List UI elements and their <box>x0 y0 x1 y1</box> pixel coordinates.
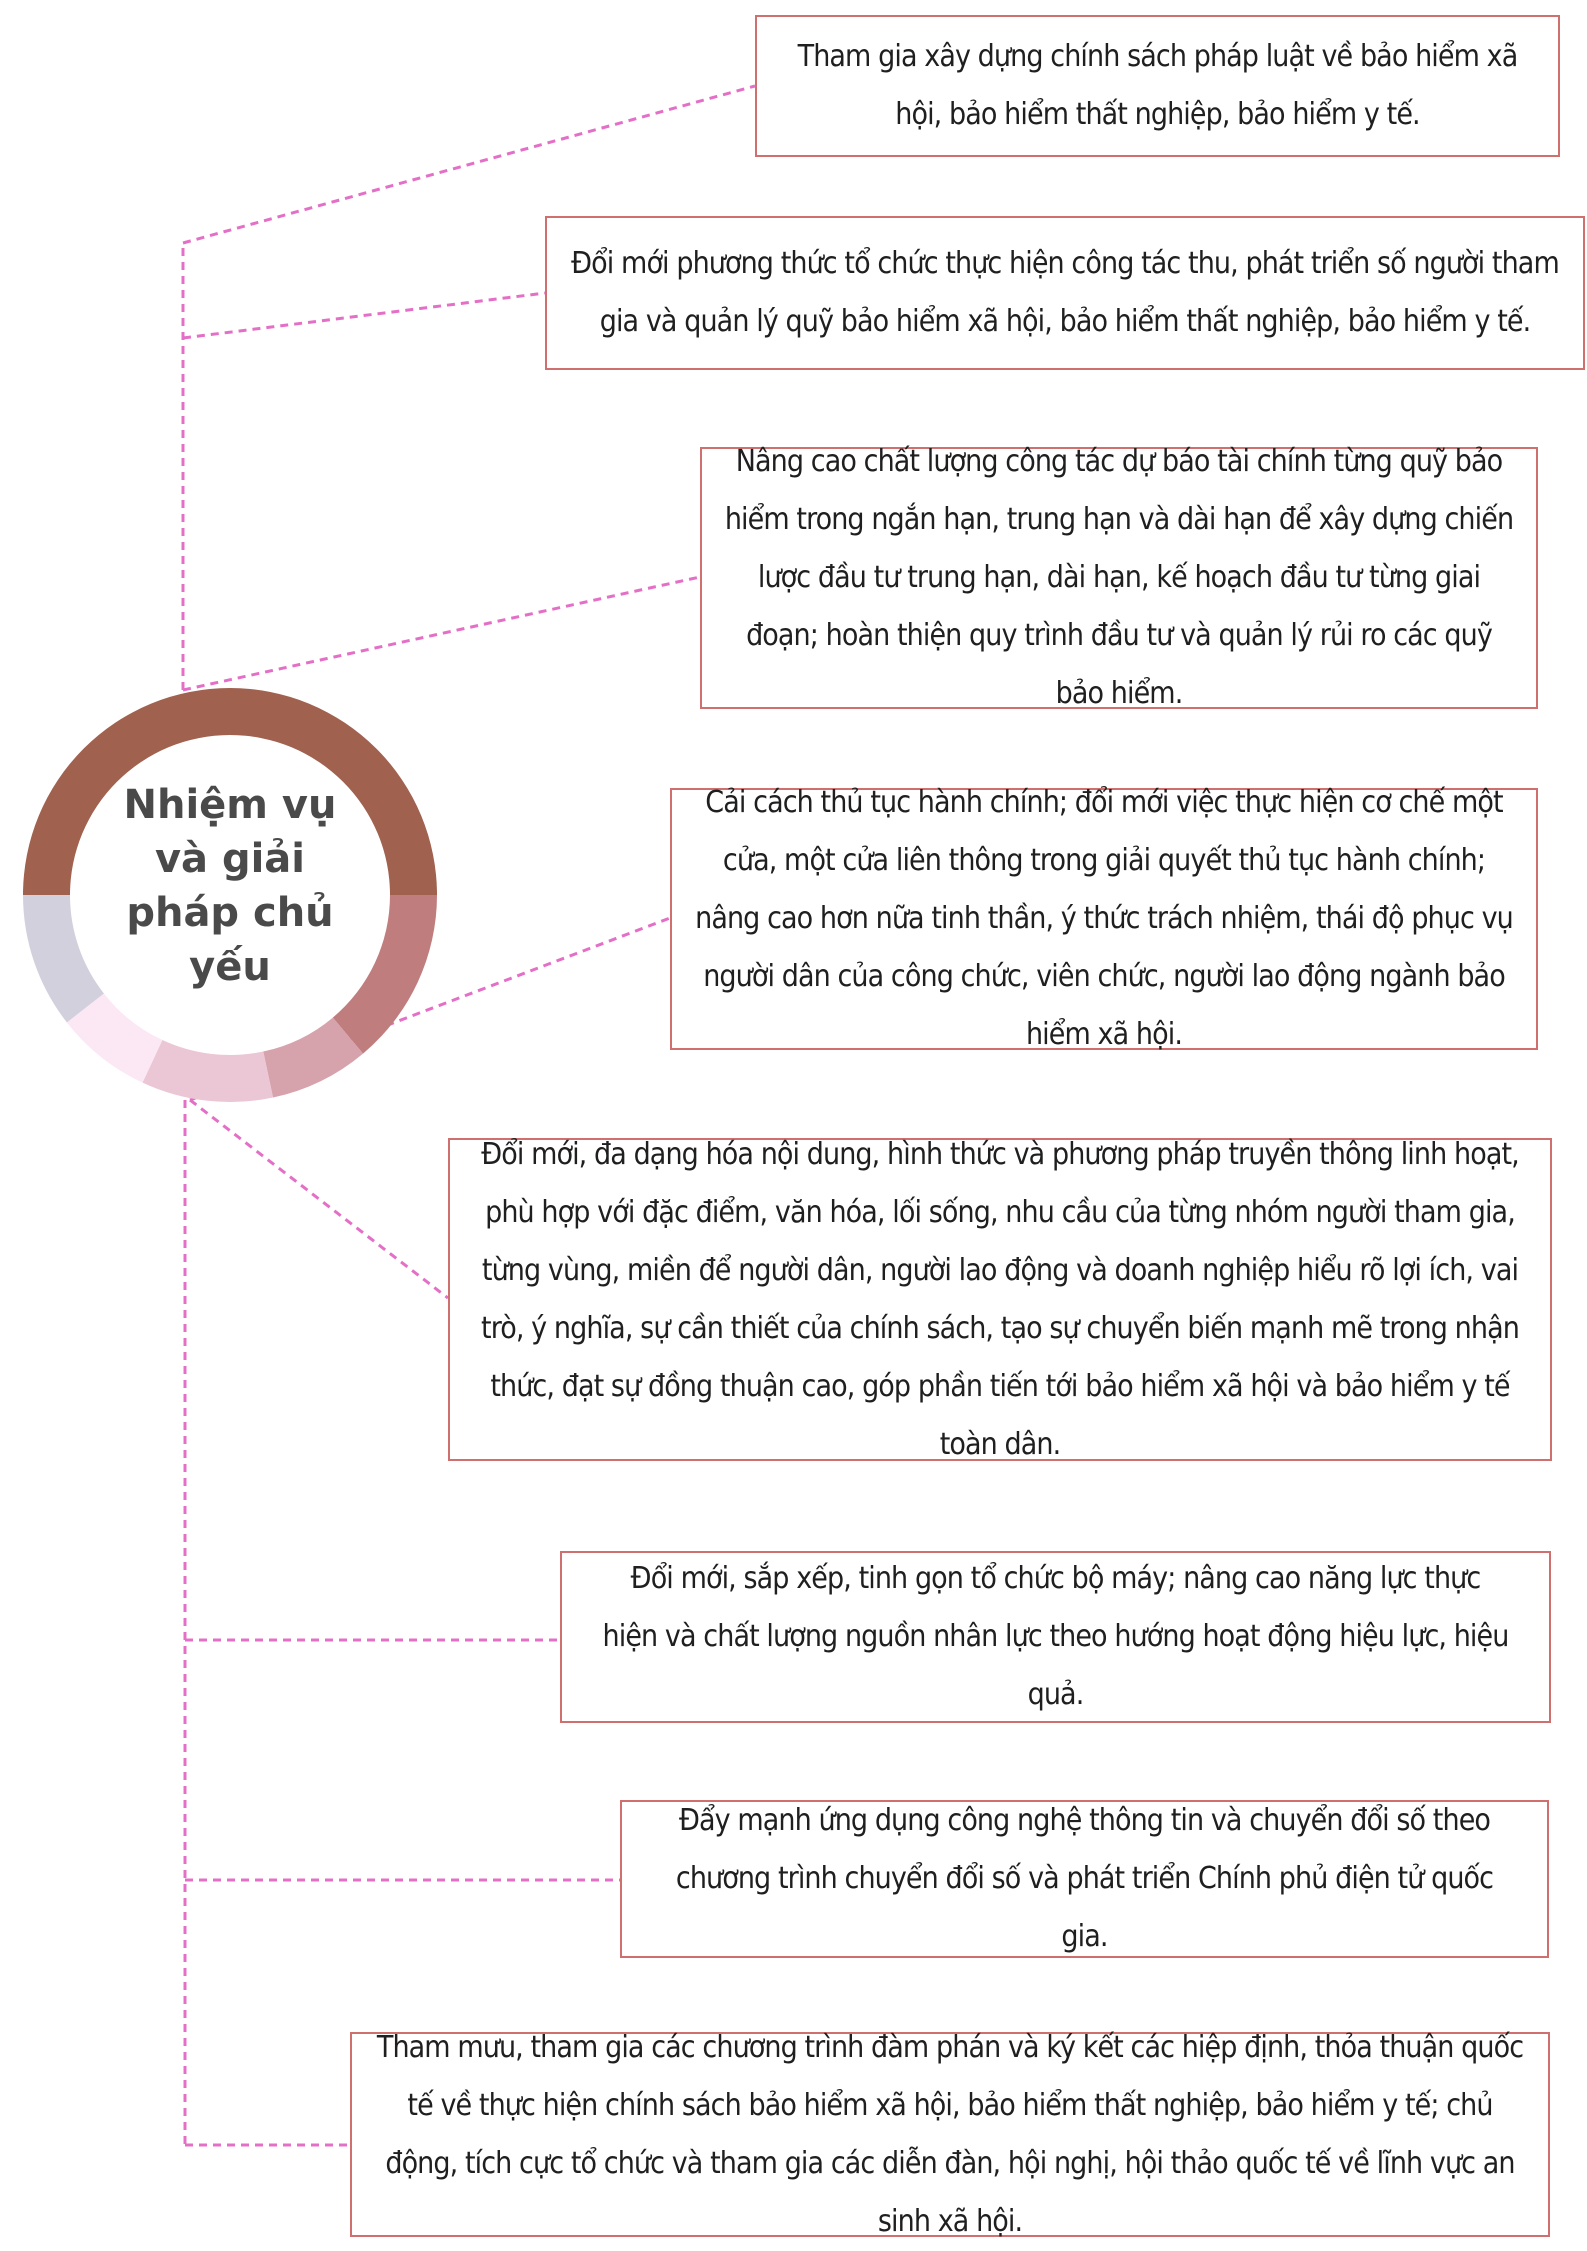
item-text-2: Đổi mới phương thức tổ chức thực hiện công tác thu, phát triển số người tham gia và quản lý quỹ bảo hiểm xã hội, bảo hiểm thất nghiệp, bảo hiểm y tế. <box>571 246 1559 339</box>
connector-item-3 <box>183 577 700 690</box>
item-box-7 <box>620 1800 1549 1958</box>
item-text-4: Cải cách thủ tục hành chính; đổi mới việc thực hiện cơ chế một cửa, một cửa liên thông trong giải quyết thủ tục hành chính; nâng cao hơn nữa tinh thần, ý thức trách nhiệm, thái độ phục vụ người dân của công chức, viên chức, người lao động ngành bảo hiểm xã hội. <box>695 785 1513 1052</box>
item-text-3: Nâng cao chất lượng công tác dự báo tài chính từng quỹ bảo hiểm trong ngắn hạn, trung hạn và dài hạn để xây dựng chiến lược đầu tư trung hạn, dài hạn, kế hoạch đầu tư từng giai đoạn; hoàn thiện quy trình đầu tư và quản lý rủi ro các quỹ bảo hiểm. <box>724 444 1514 711</box>
item-box-4 <box>670 785 1538 1052</box>
item-box-8 <box>350 2029 1550 2239</box>
item-box-3 <box>700 444 1538 711</box>
hub-title: Nhiệm vụ và giải pháp chủ yếu <box>123 782 337 990</box>
connector-item-2 <box>183 293 545 338</box>
item-box-1 <box>755 15 1560 157</box>
item-text-7: Đẩy mạnh ứng dụng công nghệ thông tin và chuyển đổi số theo chương trình chuyển đổi số và phát triển Chính phủ điện tử quốc gia. <box>675 1803 1494 1954</box>
item-text-5: Đổi mới, đa dạng hóa nội dung, hình thức và phương pháp truyền thông linh hoạt, phù hợp với đặc điểm, văn hóa, lối sống, nhu cầu của từng nhóm người tham gia, từng vùng, miền để người dân, người lao động và doanh nghiệp hiểu rõ lợi ích, vai trò, ý nghĩa, sự cần thiết của chính sách, tạo sự chuyển biến mạnh mẽ trong nhận thức, đạt sự đồng thuận cao, góp phần tiến tới bảo hiểm xã hội và bảo hiểm y tế toàn dân. <box>481 1136 1519 1462</box>
item-text-1: Tham gia xây dựng chính sách pháp luật về bảo hiểm xã hội, bảo hiểm thất nghiệp, bảo hiểm y tế. <box>797 39 1518 132</box>
item-text-6: Đổi mới, sắp xếp, tinh gọn tổ chức bộ máy; nâng cao năng lực thực hiện và chất lượng nguồn nhân lực theo hướng hoạt động hiệu lực, hiệu quả. <box>602 1561 1509 1712</box>
item-box-6 <box>560 1551 1551 1723</box>
hub-ring-segment-4 <box>143 1040 274 1102</box>
item-box-2 <box>545 216 1585 370</box>
connector-item-5 <box>190 1100 448 1298</box>
item-text-8: Tham mưu, tham gia các chương trình đàm phán và ký kết các hiệp định, thỏa thuận quốc tế về thực hiện chính sách bảo hiểm xã hội, bảo hiểm thất nghiệp, bảo hiểm y tế; chủ động, tích cực tổ chức và tham gia các diễn đàn, hội nghị, hội thảo quốc tế về lĩnh vực an sinh xã hội. <box>376 2029 1524 2239</box>
item-box-5 <box>448 1138 1552 1461</box>
